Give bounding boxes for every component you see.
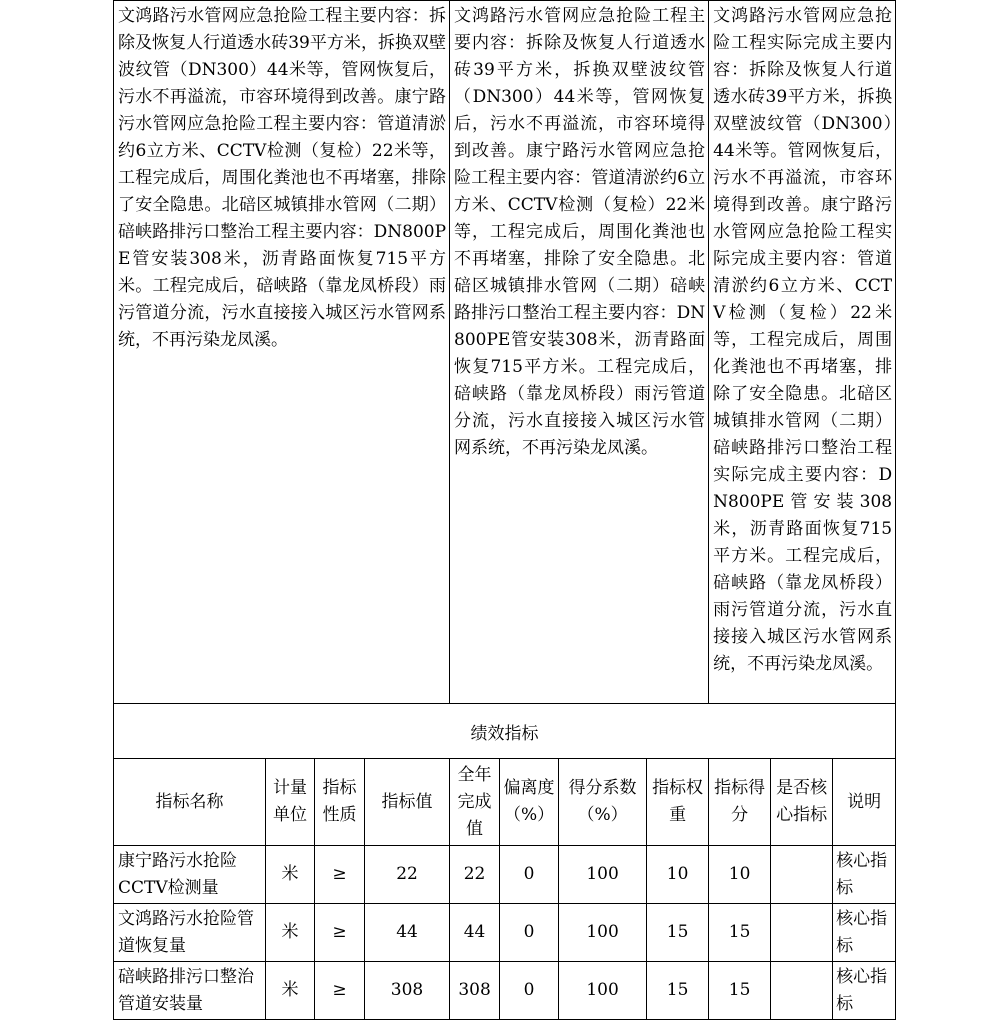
indicator-core	[771, 846, 833, 904]
indicator-actual: 308	[450, 962, 500, 1020]
header-score: 指标得 分	[709, 759, 771, 846]
indicator-value: 44	[365, 904, 450, 962]
header-name: 指标名称	[114, 759, 266, 846]
indicator-deviation: 0	[500, 904, 559, 962]
indicator-coef: 100	[559, 904, 647, 962]
indicator-score: 15	[709, 962, 771, 1020]
header-value: 指标值	[365, 759, 450, 846]
header-core: 是否核 心指标	[771, 759, 833, 846]
section-row	[114, 704, 896, 759]
indicator-nature: ≥	[315, 904, 365, 962]
indicator-unit: 米	[266, 904, 315, 962]
indicator-note: 核心指 标	[833, 846, 896, 904]
header-unit: 计量 单位	[266, 759, 315, 846]
header-nature: 指标 性质	[315, 759, 365, 846]
header-deviation: 偏离度 （%）	[500, 759, 559, 846]
indicator-deviation: 0	[500, 846, 559, 904]
indicator-value: 308	[365, 962, 450, 1020]
indicator-coef: 100	[559, 962, 647, 1020]
header-note: 说明	[833, 759, 896, 846]
section-title: 绩效指标	[114, 704, 896, 759]
content-row	[114, 1, 896, 704]
indicator-weight: 15	[647, 962, 709, 1020]
indicator-score: 10	[709, 846, 771, 904]
indicator-actual: 44	[450, 904, 500, 962]
table-row	[114, 846, 896, 904]
indicator-score: 15	[709, 904, 771, 962]
indicator-core	[771, 904, 833, 962]
header-row	[114, 759, 896, 846]
header-coef: 得分系数 （%）	[559, 759, 647, 846]
annual-content-cell	[450, 1, 709, 704]
planned-content-text: 文鸿路污水管网应急抢险工程主要内容：拆除及恢复人行道透水砖39平方米，拆换双壁波纹管（DN300）44米等，管网恢复后，污水不再溢流，市容环境得到改善。康宁路污水管网应急抢险工程主要内容：管道清淤约6立方米、CCTV检测（复检）22米等，工程完成后，周围化粪池也不再堵塞，排除了安全隐患。北碚区城镇排水管网（二期）碚峡路排污口整治工程主要内容：DN800PE管安装308米，沥青路面恢复715平方米。工程完成后，碚峡路（靠龙凤桥段）雨污管道分流，污水直接接入城区污水管网系统，不再污染龙凤溪。	[118, 6, 447, 350]
indicator-actual: 22	[450, 846, 500, 904]
annual-content-text: 文鸿路污水管网应急抢险工程主要内容：拆除及恢复人行道透水砖39平方米，拆换双壁波纹管（DN300）44米等，管网恢复后，污水不再溢流，市容环境得到改善。康宁路污水管网应急抢险工程主要内容：管道清淤约6立方米、CCTV检测（复检）22米等，工程完成后，周围化粪池也不再堵塞，排除了安全隐患。北碚区城镇排水管网（二期）碚峡路排污口整治工程主要内容：DN800PE管安装308米，沥青路面恢复715平方米。工程完成后，碚峡路（靠龙凤桥段）雨污管道分流，污水直接接入城区污水管网系统，不再污染龙凤溪。	[454, 6, 706, 458]
indicator-value: 22	[365, 846, 450, 904]
indicator-name: 康宁路污水抢险 CCTV检测量	[114, 846, 266, 904]
header-weight: 指标权 重	[647, 759, 709, 846]
report-table	[113, 0, 896, 1020]
indicator-nature: ≥	[315, 962, 365, 1020]
table-row	[114, 904, 896, 962]
performance-report-sheet	[113, 0, 895, 1020]
indicator-name: 文鸿路污水抢险管 道恢复量	[114, 904, 266, 962]
indicator-coef: 100	[559, 846, 647, 904]
indicator-unit: 米	[266, 962, 315, 1020]
header-actual: 全年 完成 值	[450, 759, 500, 846]
actual-content-cell	[709, 1, 896, 704]
indicator-nature: ≥	[315, 846, 365, 904]
planned-content-cell	[114, 1, 450, 704]
table-row	[114, 962, 896, 1020]
indicator-deviation: 0	[500, 962, 559, 1020]
indicator-core	[771, 962, 833, 1020]
indicator-note: 核心指 标	[833, 962, 896, 1020]
indicator-weight: 10	[647, 846, 709, 904]
indicator-weight: 15	[647, 904, 709, 962]
actual-content-text: 文鸿路污水管网应急抢险工程实际完成主要内容：拆除及恢复人行道透水砖39平方米，拆换双壁波纹管（DN300）44米等。管网恢复后，污水不再溢流，市容环境得到改善。康宁路污水管网应急抢险工程实际完成主要内容：管道清淤约6立方米、CCTV检测（复检）22米等，工程完成后，周围化粪池也不再堵塞，排除了安全隐患。北碚区城镇排水管网（二期）碚峡路排污口整治工程实际完成主要内容：DN800PE管安装308米，沥青路面恢复715平方米。工程完成后，碚峡路（靠龙凤桥段）雨污管道分流，污水直接接入城区污水管网系统，不再污染龙凤溪。	[713, 6, 893, 674]
indicator-note: 核心指 标	[833, 904, 896, 962]
indicator-name: 碚峡路排污口整治 管道安装量	[114, 962, 266, 1020]
indicator-unit: 米	[266, 846, 315, 904]
